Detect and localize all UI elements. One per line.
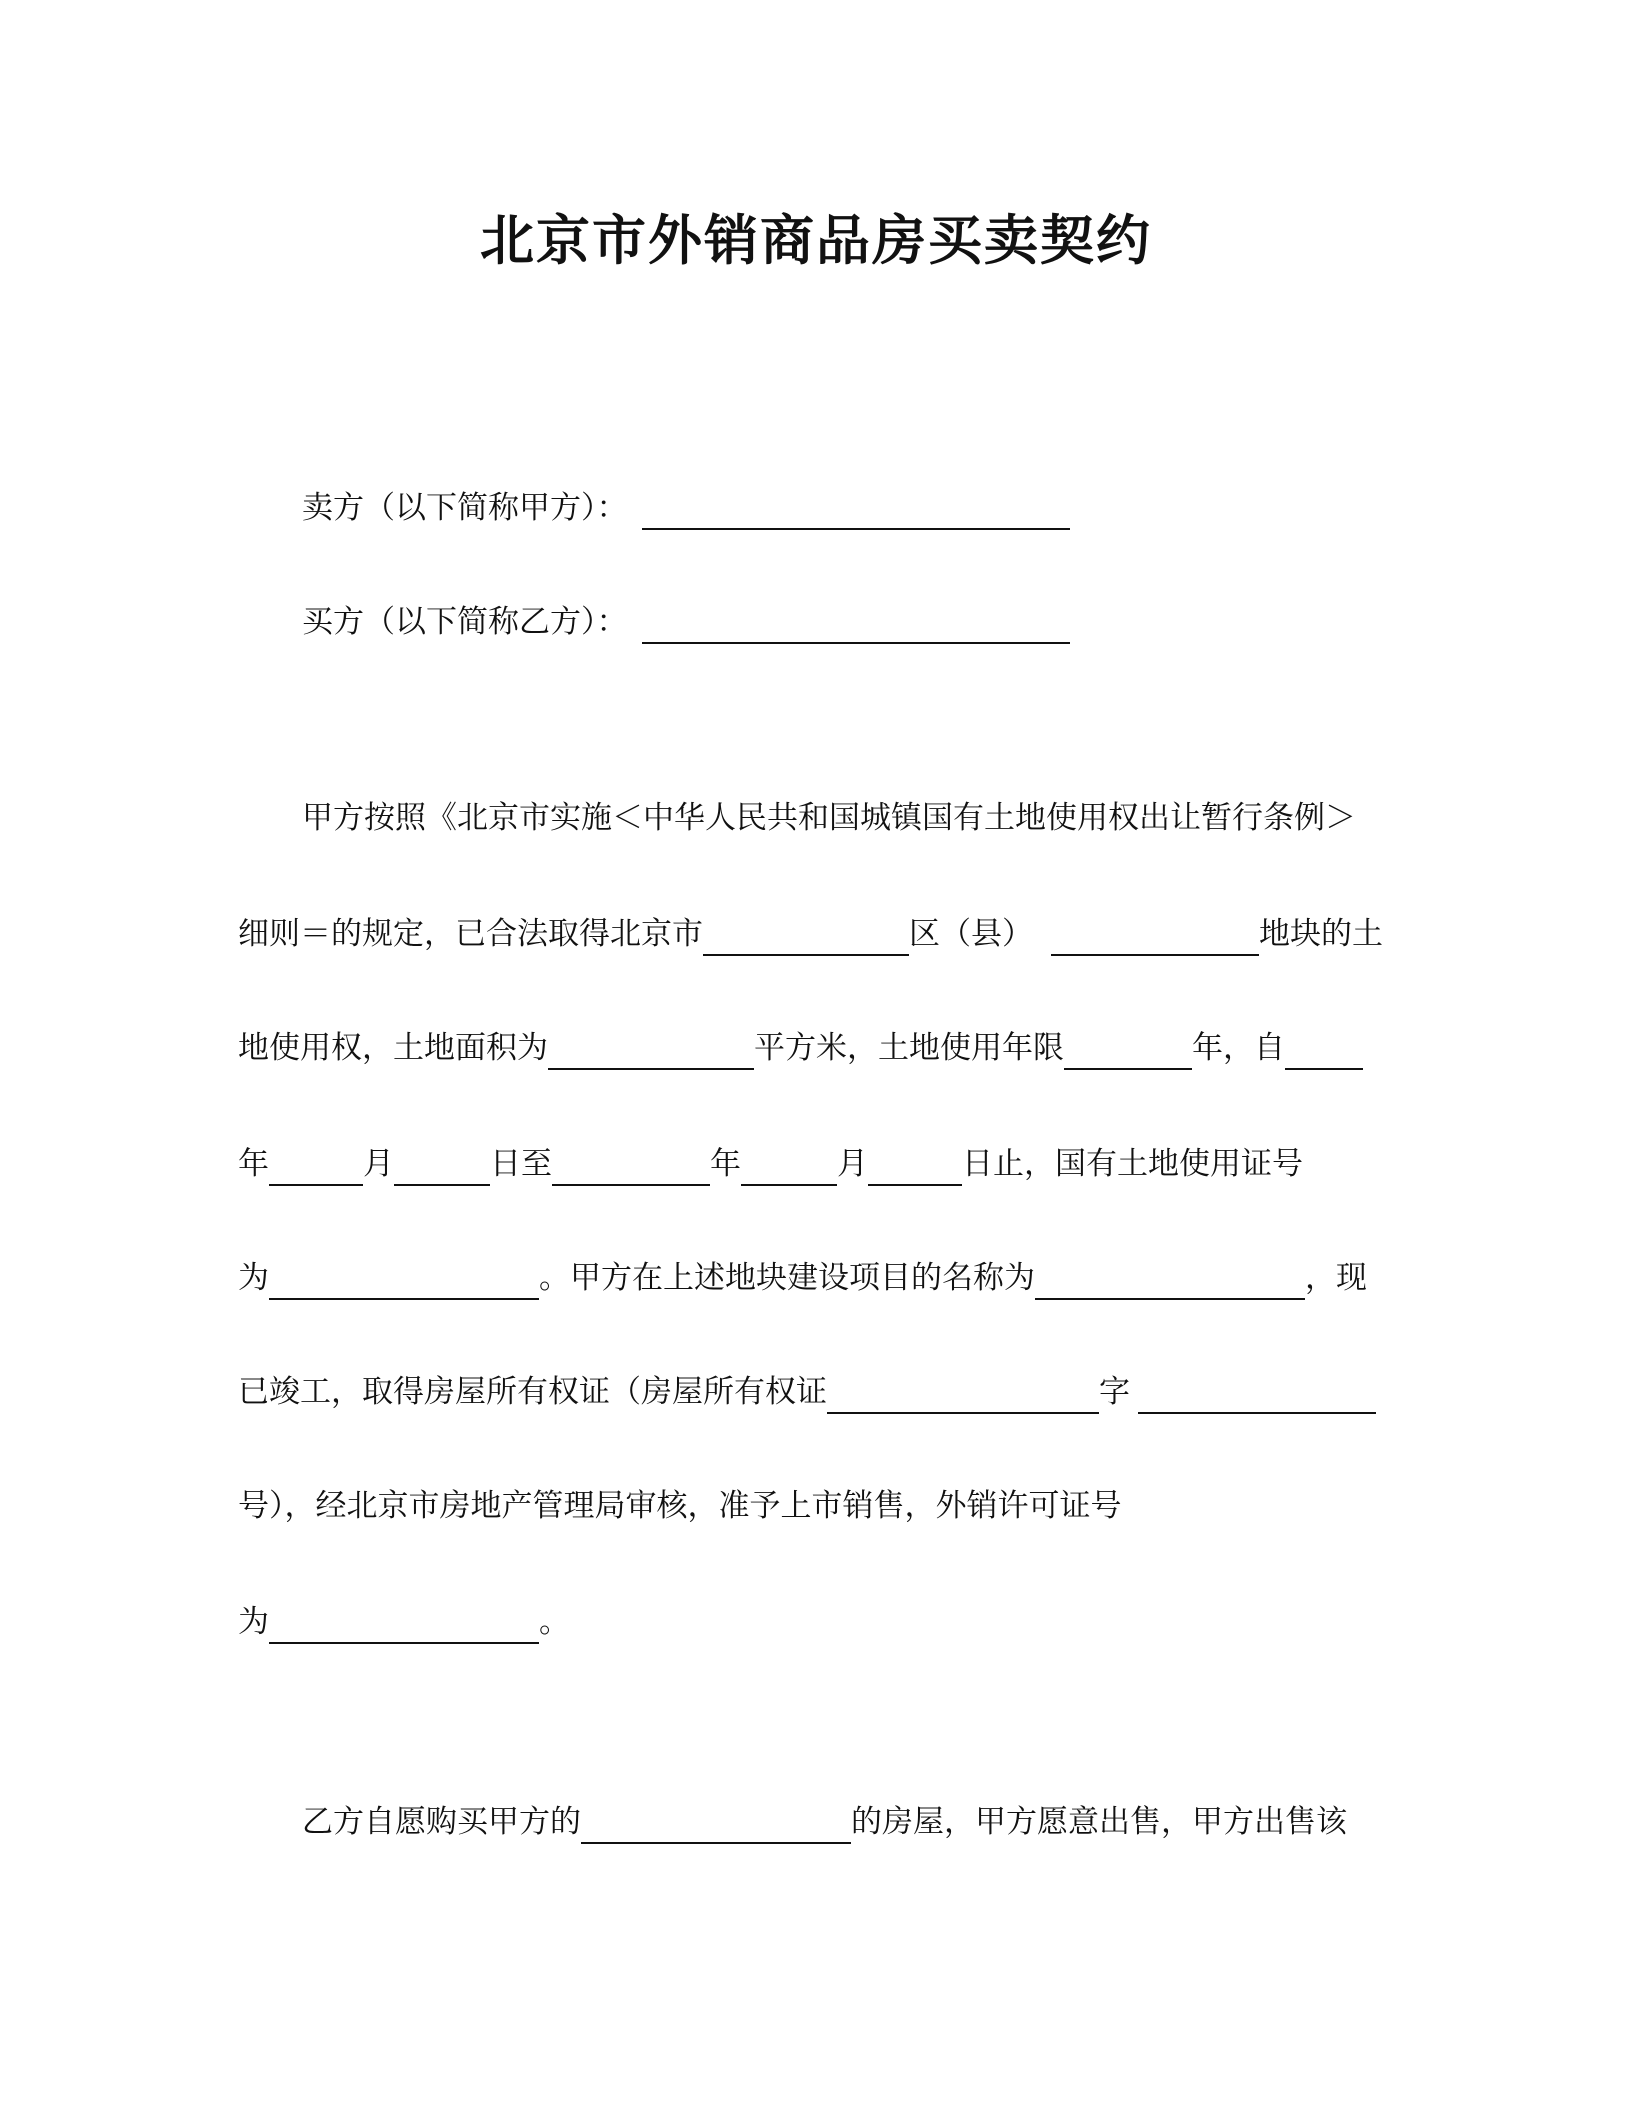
land-term-years-field[interactable] [1064,1030,1192,1070]
para1-text: 平方米，土地使用年限 [754,1030,1064,1066]
para1-text: 细则＝的规定，已合法取得北京市 [238,916,703,952]
para1-text: 。 [539,1604,570,1640]
parcel-field[interactable] [1051,916,1259,956]
para1-text: 年，自 [1192,1030,1285,1066]
para1-line3 [238,1026,1363,1070]
end-day-field[interactable] [868,1146,962,1186]
start-month-field[interactable] [269,1146,363,1186]
start-day-field[interactable] [394,1146,490,1186]
district-field[interactable] [703,916,909,956]
para1-line7 [238,1484,1122,1528]
ownership-cert-prefix-field[interactable] [827,1374,1099,1414]
para2-line1 [302,1800,1347,1844]
land-cert-number-field[interactable] [269,1260,539,1300]
para1-line4 [238,1142,1303,1186]
seller-line [302,486,1070,530]
para1-text: 地块的土 [1259,916,1383,952]
para1-text: 号），经北京市房地产管理局审核，准予上市销售，外销许可证号 [238,1488,1122,1524]
para1-text: 为 [238,1260,269,1296]
buyer-label: 买方（以下简称乙方）： [302,604,628,640]
para1-text: ，现 [1305,1260,1367,1296]
para1-text: 地使用权，土地面积为 [238,1030,548,1066]
para1-line1 [302,796,1356,840]
para1-text: 年 [710,1146,741,1182]
land-area-field[interactable] [548,1030,754,1070]
end-month-field[interactable] [741,1146,837,1186]
para1-line5 [238,1256,1367,1300]
end-year-field[interactable] [552,1146,710,1186]
para1-line6 [238,1370,1376,1414]
para1-line8 [238,1600,570,1644]
para1-text: 日止，国有土地使用证号 [962,1146,1303,1182]
para1-text: 月 [837,1146,868,1182]
seller-name-field[interactable] [642,490,1070,530]
para1-text: 字 [1099,1374,1130,1410]
ownership-cert-number-field[interactable] [1138,1374,1376,1414]
para1-text: 月 [363,1146,394,1182]
para1-text: 。甲方在上述地块建设项目的名称为 [539,1260,1035,1296]
seller-label: 卖方（以下简称甲方）： [302,490,628,526]
para2-text: 的房屋，甲方愿意出售，甲方出售该 [851,1804,1347,1840]
para1-text: 年 [238,1146,269,1182]
para1-text: 日至 [490,1146,552,1182]
buyer-name-field[interactable] [642,604,1070,644]
export-license-field[interactable] [269,1604,539,1644]
para1-line2 [238,912,1383,956]
page-title: 北京市外销商品房买卖契约 [480,209,1152,272]
project-name-field[interactable] [1035,1260,1305,1300]
para1-text: 甲方按照《北京市实施＜中华人民共和国城镇国有土地使用权出让暂行条例＞ [302,800,1356,836]
property-field[interactable] [581,1804,851,1844]
para2-text: 乙方自愿购买甲方的 [302,1804,581,1840]
para1-text: 区（县） [909,916,1033,952]
para1-text: 已竣工，取得房屋所有权证（房屋所有权证 [238,1374,827,1410]
para1-text: 为 [238,1604,269,1640]
start-year-field[interactable] [1285,1030,1363,1070]
buyer-line [302,600,1070,644]
